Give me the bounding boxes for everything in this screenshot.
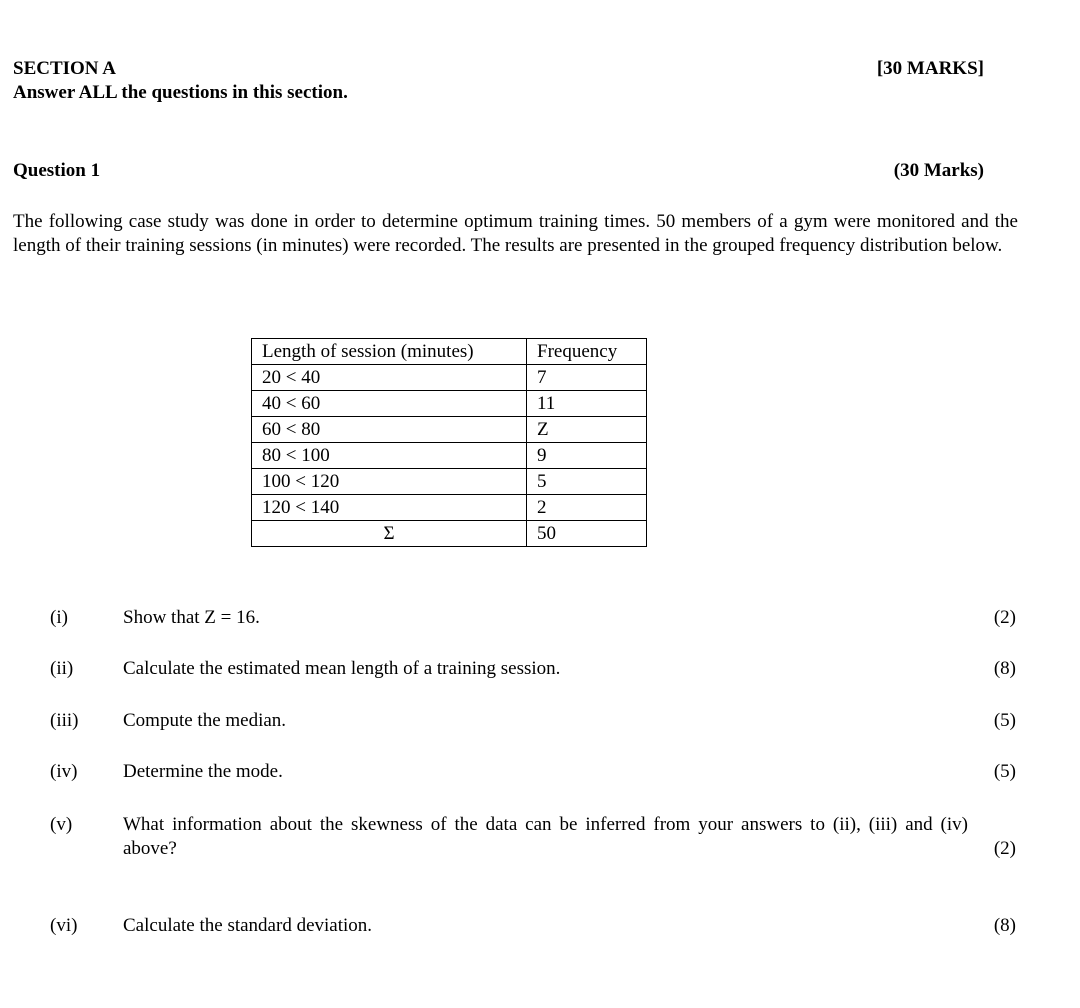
part-number: (iii) — [50, 710, 79, 731]
table-header-frequency: Frequency — [527, 339, 647, 365]
section-instruction: Answer ALL the questions in this section. — [13, 82, 348, 103]
part-text: Calculate the estimated mean length of a training session. — [123, 658, 561, 679]
part-marks: (2) — [993, 607, 1016, 628]
section-marks: [30 MARKS] — [876, 58, 984, 79]
table-total-value: 50 — [527, 521, 647, 547]
table-row — [252, 417, 647, 443]
table-row — [252, 365, 647, 391]
part-number: (iv) — [50, 761, 78, 782]
question-intro: The following case study was done in order to determine optimum training times. 50 members of a gym were monitored and the length of their training sessions (in minutes) were recorded. The results are presented in the grouped frequency distribution below. — [13, 211, 1018, 256]
table-total-label: Σ — [252, 521, 527, 547]
part-marks: (5) — [993, 710, 1016, 731]
section-title: SECTION A — [13, 58, 116, 79]
question-header — [13, 159, 984, 183]
question-part-v — [50, 813, 1016, 861]
table-row — [252, 391, 647, 417]
table-cell-frequency: 9 — [527, 443, 647, 469]
part-text: Calculate the standard deviation. — [123, 915, 373, 936]
part-text: What information about the skewness of the data can be inferred from your answers to (ii), (iii) and (iv) above? — [123, 814, 968, 859]
table-row — [252, 495, 647, 521]
table-cell-interval: 60 < 80 — [252, 417, 527, 443]
table-total-row — [252, 521, 647, 547]
part-marks: (8) — [993, 915, 1016, 936]
table-cell-interval: 20 < 40 — [252, 365, 527, 391]
part-text: Compute the median. — [123, 710, 287, 731]
table-cell-interval: 40 < 60 — [252, 391, 527, 417]
question-title: Question 1 — [13, 160, 101, 181]
part-number: (i) — [50, 607, 68, 628]
table-row — [252, 469, 647, 495]
table-cell-frequency: 7 — [527, 365, 647, 391]
part-number: (vi) — [50, 915, 78, 936]
section-header — [13, 57, 984, 81]
table-cell-frequency: 2 — [527, 495, 647, 521]
table-row — [252, 443, 647, 469]
table-cell-frequency: 11 — [527, 391, 647, 417]
table-cell-interval: 120 < 140 — [252, 495, 527, 521]
part-marks: (5) — [993, 761, 1016, 782]
part-number: (v) — [50, 814, 73, 835]
question-marks: (30 Marks) — [893, 160, 984, 181]
part-number: (ii) — [50, 658, 74, 679]
table-header-length: Length of session (minutes) — [252, 339, 527, 365]
part-text: Show that Z = 16. — [123, 607, 260, 628]
table-cell-interval: 100 < 120 — [252, 469, 527, 495]
table-cell-frequency: 5 — [527, 469, 647, 495]
part-text: Determine the mode. — [123, 761, 283, 782]
part-marks: (8) — [993, 658, 1016, 679]
table-cell-interval: 80 < 100 — [252, 443, 527, 469]
part-marks: (2) — [993, 838, 1016, 859]
table-header-row — [252, 339, 647, 365]
table-cell-frequency: Z — [527, 417, 647, 443]
frequency-table — [251, 338, 647, 547]
